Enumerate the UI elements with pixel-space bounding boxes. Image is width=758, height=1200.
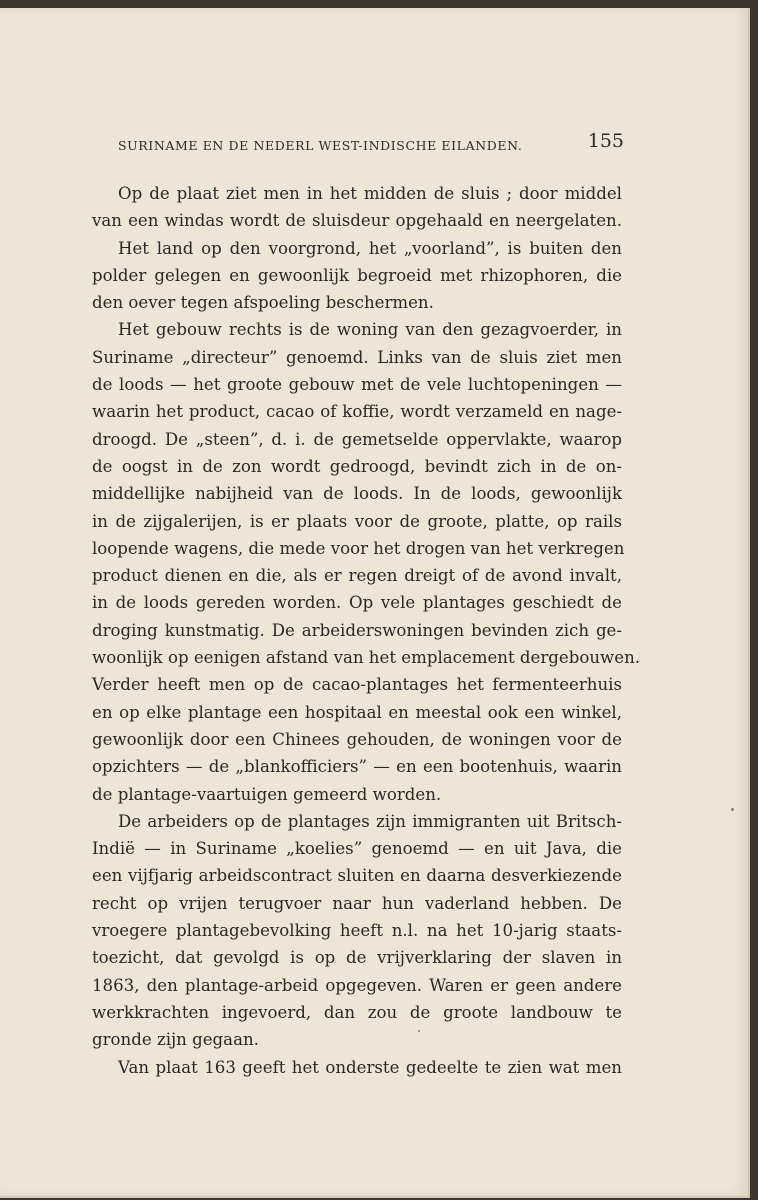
running-title: SURINAME EN DE NEDERL WEST-INDISCHE EILANDEN. [118, 138, 523, 153]
text-line: polder gelegen en gewoonlijk begroeid met rhizophoren, die [92, 265, 622, 285]
text-line: droogd. De „steen”, d. i. de gemetselde oppervlakte, waarop [92, 429, 622, 449]
text-line: Het gebouw rechts is de woning van den gezagvoerder, in [118, 320, 622, 340]
text-line: in de loods gereden worden. Op vele plantages geschiedt de [92, 593, 622, 613]
text-line: de plantage-vaartuigen gemeerd worden. [92, 784, 442, 804]
paper-speck [731, 808, 734, 811]
text-line: Op de plaat ziet men in het midden de sluis ; door middel [118, 184, 622, 203]
body-text [92, 180, 641, 1081]
text-line: de loods — het groote gebouw met de vele luchtopeningen — [92, 375, 622, 395]
text-line: opzichters — de „blankofficiers” — en een bootenhuis, waarin [92, 757, 622, 777]
text-line: werkkrachten ingevoerd, dan zou de groote landbouw te [92, 1002, 622, 1022]
page-number: 155 [587, 130, 624, 152]
text-line: van een windas wordt de sluisdeur opgehaald en neergelaten. [92, 211, 622, 231]
paper-speck [418, 1030, 420, 1032]
text-line: den oever tegen afspoeling beschermen. [92, 293, 434, 313]
text-line: Van plaat 163 geeft het onderste gedeelte te zien wat men [118, 1057, 622, 1077]
text-line: en op elke plantage een hospitaal en meestal ook een winkel, [92, 702, 622, 722]
text-line: Verder heeft men op de cacao-plantages het fermenteerhuis [92, 675, 622, 695]
text-line: vroegere plantagebevolking heeft n.l. na het 10-jarig staats- [92, 921, 622, 941]
text-line: droging kunstmatig. De arbeiderswoningen bevinden zich ge- [92, 620, 622, 640]
text-line: recht op vrijen terugvoer naar hun vaderland hebben. De [92, 893, 622, 913]
text-line: gronde zijn gegaan. [92, 1030, 259, 1050]
text-line: woonlijk op eenigen afstand van het emplacement dergebouwen. [92, 648, 641, 668]
text-line: 1863, den plantage-arbeid opgegeven. Waren er geen andere [92, 975, 622, 995]
text-line: gewoonlijk door een Chinees gehouden, de woningen voor de [92, 729, 622, 749]
text-line: een vijfjarig arbeidscontract sluiten en daarna desverkiezende [92, 866, 622, 886]
text-line: loopende wagens, die mede voor het drogen van het verkregen [92, 538, 625, 558]
text-line: Indië — in Suriname „koelies” genoemd — en uit Java, die [92, 839, 622, 859]
text-line: middellijke nabijheid van de loods. In de loods, gewoonlijk [92, 484, 622, 504]
text-line: waarin het product, cacao of koffie, wordt verzameld en nage- [92, 402, 622, 422]
text-line: de oogst in de zon wordt gedroogd, bevindt zich in de on- [92, 456, 622, 476]
book-page [0, 8, 750, 1198]
text-line: toezicht, dat gevolgd is op de vrijverklaring der slaven in [92, 948, 622, 968]
text-line: Het land op den voorgrond, het „voorland”, is buiten den [118, 238, 622, 258]
text-line: in de zijgalerijen, is er plaats voor de groote, platte, op rails [92, 511, 622, 531]
text-line: product dienen en die, als er regen dreigt of de avond invalt, [92, 566, 622, 586]
text-line: Suriname „directeur” genoemd. Links van de sluis ziet men [92, 347, 622, 367]
text-line: De arbeiders op de plantages zijn immigranten uit Britsch- [118, 811, 622, 831]
